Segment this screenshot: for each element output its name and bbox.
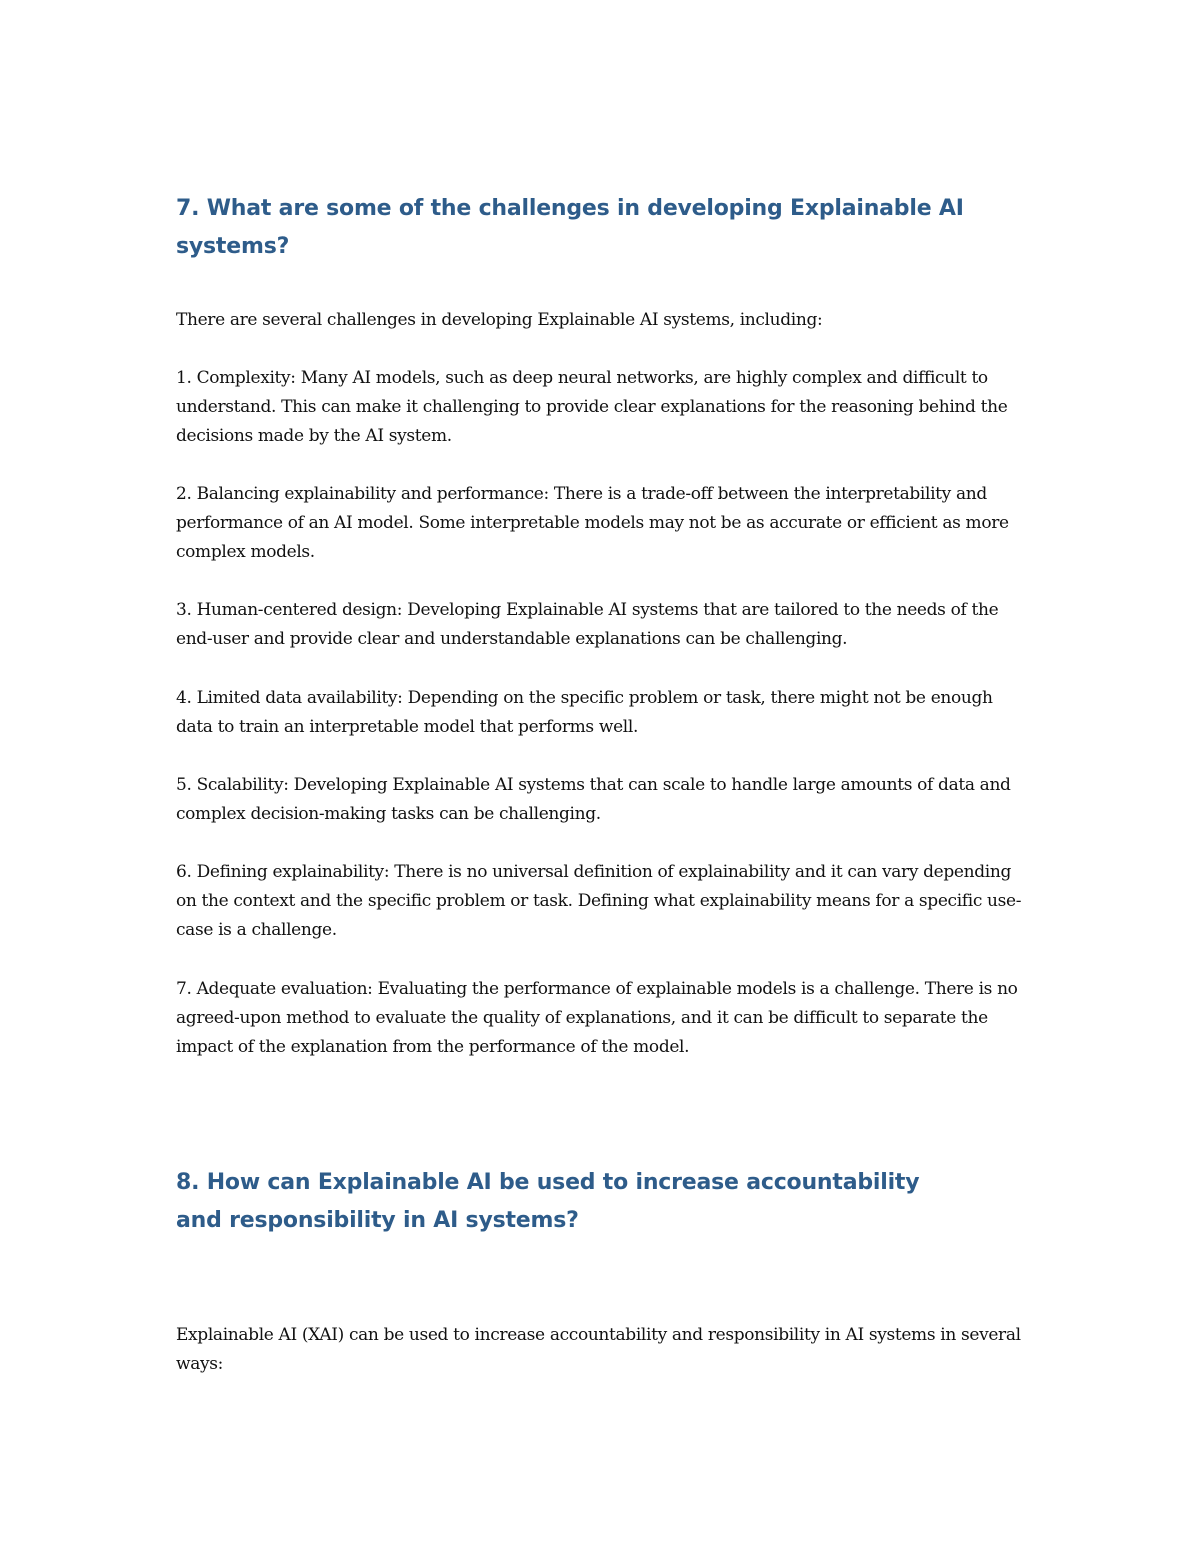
section-8-intro: Explainable AI (XAI) can be used to increase accountability and responsibility in AI systems in several ways: bbox=[176, 1325, 1021, 1374]
challenge-item-5: 5. Scalability: Developing Explainable AI systems that can scale to handle large amounts of data and complex decision-making tasks can be challenging. bbox=[176, 775, 1011, 824]
section-8-heading: 8. How can Explainable AI be used to increase accountability and responsibility in AI systems? bbox=[176, 1170, 920, 1233]
challenge-item-3: 3. Human-centered design: Developing Explainable AI systems that are tailored to the needs of the end-user and provide clear and understandable explanations can be challenging. bbox=[176, 600, 999, 649]
challenge-item-4: 4. Limited data availability: Depending on the specific problem or task, there might not be enough data to train an interpretable model that performs well. bbox=[176, 688, 993, 737]
challenge-item-7: 7. Adequate evaluation: Evaluating the performance of explainable models is a challenge. There is no agreed-upon method to evaluate the quality of explanations, and it can be difficult to separate the impact of the explanation from the performance of the model. bbox=[176, 979, 1018, 1057]
section-7-heading: 7. What are some of the challenges in developing Explainable AI systems? bbox=[176, 196, 964, 259]
section-7-intro: There are several challenges in developing Explainable AI systems, including: bbox=[176, 310, 823, 330]
challenge-item-2: 2. Balancing explainability and performance: There is a trade-off between the interpretability and performance of an AI model. Some interpretable models may not be as accurate or efficient as more complex models. bbox=[176, 484, 1009, 562]
challenge-item-1: 1. Complexity: Many AI models, such as deep neural networks, are highly complex and difficult to understand. This can make it challenging to provide clear explanations for the reasoning behind the decisions made by the AI system. bbox=[176, 368, 1008, 446]
challenge-item-6: 6. Defining explainability: There is no universal definition of explainability and it can vary depending on the context and the specific problem or task. Defining what explainability means for a specific use-case is a challenge. bbox=[176, 862, 1022, 940]
